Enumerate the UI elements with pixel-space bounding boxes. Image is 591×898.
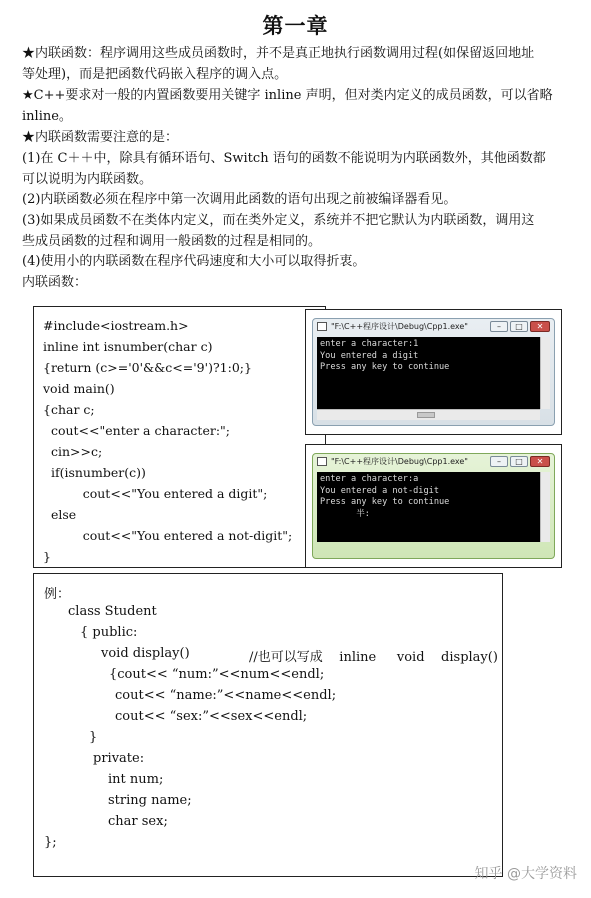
console-output — [317, 472, 540, 542]
vertical-scrollbar[interactable] — [540, 337, 550, 409]
example-code-box — [33, 573, 503, 877]
watermark: 知乎 @大学资料 — [474, 866, 577, 882]
paragraph-notes-heading: ★内联函数需要注意的是： — [22, 130, 179, 145]
code-line: inline int isnumber(char c) — [43, 339, 213, 354]
code-line: char sex; — [108, 814, 168, 829]
text-line: ★内联函数：程序调用这些成员函数时，并不是真正地执行函数调用过程(如保留返回地址 — [22, 46, 535, 61]
code-line: cout<< “sex:”<<sex<<endl; — [115, 709, 308, 724]
code-line: class Student — [68, 604, 157, 619]
vertical-scrollbar[interactable] — [540, 472, 550, 542]
text-line: (1)在 C＋＋中，除具有循环语句、Switch 语句的函数不能说明为内联函数外，其他函数都 — [22, 151, 546, 166]
paragraph-note-4: (4)使用小的内联函数在程序代码速度和大小可以取得折衷。 — [22, 254, 366, 269]
maximize-icon[interactable]: □ — [510, 456, 528, 467]
window-title: "F:\C++程序设计\Debug\Cpp1.exe" — [331, 457, 468, 466]
text-line: 可以说明为内联函数。 — [22, 171, 153, 187]
console-line: You entered a not-digit — [320, 485, 439, 496]
code-line: int num; — [108, 772, 164, 787]
code-line: { public: — [80, 625, 138, 640]
code-line: } — [43, 549, 51, 564]
console-window — [312, 453, 555, 559]
text-line: inline。 — [22, 108, 72, 124]
code-line: cout<<"You entered a digit"; — [43, 486, 268, 501]
scroll-thumb[interactable] — [417, 412, 435, 418]
paragraph-inline-definition — [22, 44, 577, 85]
console-line: enter a character:1 — [320, 339, 419, 349]
code-line: }; — [44, 835, 57, 850]
code-line: string name; — [108, 793, 192, 808]
code-line: cout<<"You entered a not-digit"; — [43, 528, 293, 543]
console-screenshot-digit — [305, 309, 562, 435]
code-line: void main() — [43, 381, 115, 396]
code-line: {return (c>='0'&&c<='9')?1:0;} — [43, 360, 252, 375]
code-line: #include<iostream.h> — [43, 318, 189, 333]
code-line: cout<<"enter a character:"; — [43, 423, 230, 438]
console-line: Press any key to continue — [320, 497, 450, 507]
code-line: else — [43, 507, 77, 522]
window-title: "F:\C++程序设计\Debug\Cpp1.exe" — [331, 322, 468, 331]
paragraph-note-3 — [22, 211, 577, 252]
console-line: Press any key to continue — [320, 362, 450, 372]
horizontal-scrollbar[interactable] — [317, 409, 540, 420]
code-listing — [33, 306, 326, 568]
code-line: } — [89, 730, 98, 745]
code-line: {char c; — [43, 402, 95, 417]
maximize-icon[interactable]: □ — [510, 321, 528, 332]
code-line: cin>>c; — [43, 444, 103, 459]
code-line: {cout<< “num:”<<num<<endl; — [109, 667, 325, 682]
code-line: private: — [93, 751, 145, 766]
chapter-title: 第一章 — [262, 14, 329, 38]
console-app-icon — [317, 457, 327, 466]
console-output — [317, 337, 540, 409]
text-line: 些成员函数的过程和调用一般函数的过程是相同的。 — [22, 233, 322, 249]
section-label-inline-function: 内联函数： — [22, 275, 88, 290]
text-line: 等处理)，而是把函数代码嵌入程序的调入点。 — [22, 66, 288, 82]
minimize-icon[interactable]: – — [490, 456, 508, 467]
text-line: ★C++要求对一般的内置函数要用关键字 inline 声明，但对类内定义的成员函数，可以省略 — [22, 88, 553, 103]
console-line: 半: — [320, 508, 370, 519]
paragraph-note-1 — [22, 149, 577, 190]
code-line: void display() — [101, 646, 190, 661]
console-line: enter a character:a — [320, 474, 419, 484]
console-line: You entered a digit — [320, 350, 419, 361]
code-line: cout<< “name:”<<name<<endl; — [115, 688, 337, 703]
close-icon[interactable]: ✕ — [530, 456, 550, 467]
code-line: if(isnumber(c)) — [43, 465, 146, 480]
console-screenshot-not-digit — [305, 444, 562, 568]
example-label: 例： — [44, 587, 71, 602]
paragraph-inline-keyword — [22, 86, 577, 127]
text-line: (3)如果成员函数不在类体内定义，而在类外定义，系统并不把它默认为内联函数，调用这 — [22, 213, 535, 228]
paragraph-note-2: (2)内联函数必须在程序中第一次调用此函数的语句出现之前被编译器看见。 — [22, 192, 457, 207]
code-comment: //也可以写成 inline void display() — [249, 650, 498, 665]
minimize-icon[interactable]: – — [490, 321, 508, 332]
console-window — [312, 318, 555, 426]
close-icon[interactable]: ✕ — [530, 321, 550, 332]
console-app-icon — [317, 322, 327, 331]
